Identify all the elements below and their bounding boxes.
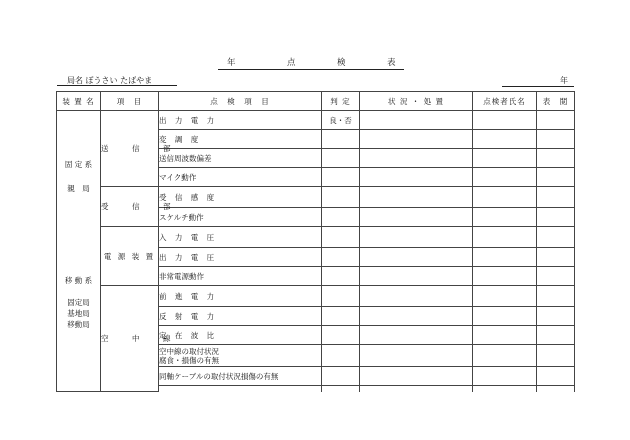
review-cell[interactable] — [537, 130, 575, 149]
review-cell[interactable] — [537, 286, 575, 307]
check-item: マイク動作 — [159, 168, 322, 187]
part-receive: 受 信 部 — [101, 187, 159, 227]
judgement-cell[interactable] — [322, 227, 360, 248]
status-cell[interactable] — [360, 345, 473, 367]
status-cell[interactable] — [360, 367, 473, 386]
status-cell[interactable] — [360, 326, 473, 345]
judgement-cell[interactable] — [322, 187, 360, 208]
status-cell[interactable] — [360, 208, 473, 227]
status-cell[interactable] — [360, 227, 473, 248]
inspector-cell[interactable] — [473, 267, 537, 286]
check-item: 送信周波数偏差 — [159, 149, 322, 168]
judgement-cell[interactable] — [322, 208, 360, 227]
inspector-cell[interactable] — [473, 248, 537, 267]
judgement-cell[interactable] — [322, 130, 360, 149]
check-item: 出 力 電 力 — [159, 111, 322, 130]
title-char: 年 — [227, 58, 236, 68]
header-status-action: 状 況 ・ 処 置 — [360, 92, 473, 111]
device-mobile-system: 移 動 系 — [64, 276, 93, 285]
judgement-cell[interactable] — [322, 168, 360, 187]
status-cell[interactable] — [360, 130, 473, 149]
judgement-cell[interactable] — [322, 326, 360, 345]
status-cell[interactable] — [360, 187, 473, 208]
header-check-item: 点 検 項 目 — [159, 92, 322, 111]
cutoff-cell — [473, 386, 537, 392]
review-cell[interactable] — [537, 345, 575, 367]
judgement-cell[interactable] — [322, 248, 360, 267]
judgement-cell[interactable] — [322, 286, 360, 307]
check-item-antenna-mount — [159, 345, 322, 367]
status-cell[interactable] — [360, 248, 473, 267]
review-cell[interactable] — [537, 111, 575, 130]
title-char: 表 — [387, 58, 396, 68]
check-item: 受 信 感 度 — [159, 187, 322, 208]
review-cell[interactable] — [537, 168, 575, 187]
inspector-cell[interactable] — [473, 345, 537, 367]
station-name: 局名 ぼうさい たばやま — [57, 75, 177, 86]
check-item: 定 在 波 比 — [159, 326, 322, 345]
device-fixed-station: 固定局 — [67, 298, 90, 307]
header-judgement: 判 定 — [322, 92, 360, 111]
inspector-cell[interactable] — [473, 367, 537, 386]
part-power: 電 源 装 置 — [101, 227, 159, 286]
document-title — [218, 55, 404, 70]
review-cell[interactable] — [537, 307, 575, 326]
inspector-cell[interactable] — [473, 286, 537, 307]
check-item: 同軸ケーブルの取付状況損傷の有無 — [159, 367, 322, 386]
header-inspector: 点検者氏名 — [473, 92, 537, 111]
check-item: 出 力 電 圧 — [159, 248, 322, 267]
status-cell[interactable] — [360, 267, 473, 286]
inspector-cell[interactable] — [473, 326, 537, 345]
judgement-cell[interactable]: 良・否 — [322, 111, 360, 130]
header-row — [57, 92, 575, 111]
check-item-line: 腐食・損傷の有無 — [159, 355, 219, 365]
status-cell[interactable] — [360, 286, 473, 307]
inspection-table — [56, 91, 575, 392]
table-row — [57, 111, 575, 130]
table-row — [57, 227, 575, 248]
inspector-cell[interactable] — [473, 187, 537, 208]
year-label: 年 — [560, 76, 568, 85]
judgement-cell[interactable] — [322, 307, 360, 326]
judgement-cell[interactable] — [322, 149, 360, 168]
review-cell[interactable] — [537, 227, 575, 248]
check-item-line: 空中線の取付状況 — [159, 346, 219, 356]
part-antenna: 空 中 線 — [101, 286, 159, 392]
check-item: 反 射 電 力 — [159, 307, 322, 326]
check-item: 非常電源動作 — [159, 267, 322, 286]
device-fixed-system: 固 定 系 — [64, 160, 93, 169]
inspector-cell[interactable] — [473, 168, 537, 187]
device-cell — [57, 111, 101, 392]
review-cell[interactable] — [537, 267, 575, 286]
inspector-cell[interactable] — [473, 208, 537, 227]
inspector-cell[interactable] — [473, 307, 537, 326]
cutoff-cell — [360, 386, 473, 392]
inspector-cell[interactable] — [473, 130, 537, 149]
table-row — [57, 187, 575, 208]
judgement-cell[interactable] — [322, 367, 360, 386]
review-cell[interactable] — [537, 367, 575, 386]
title-char: 点 — [287, 58, 296, 68]
check-item: 入 力 電 圧 — [159, 227, 322, 248]
cutoff-cell — [537, 386, 575, 392]
table-row — [57, 286, 575, 307]
status-cell[interactable] — [360, 307, 473, 326]
cutoff-cell — [322, 386, 360, 392]
header-device: 装 置 名 — [57, 92, 101, 111]
review-cell[interactable] — [537, 208, 575, 227]
check-item: 前 進 電 力 — [159, 286, 322, 307]
judgement-cell[interactable] — [322, 267, 360, 286]
review-cell[interactable] — [537, 187, 575, 208]
cutoff-cell — [159, 386, 322, 392]
status-cell[interactable] — [360, 149, 473, 168]
part-transmit: 送 信 部 — [101, 111, 159, 187]
status-cell[interactable] — [360, 168, 473, 187]
status-cell[interactable] — [360, 111, 473, 130]
check-item: 変 調 度 — [159, 130, 322, 149]
check-item: スケルチ動作 — [159, 208, 322, 227]
device-base-station: 基地局 — [67, 309, 90, 318]
review-cell[interactable] — [537, 326, 575, 345]
device-mobile-station: 移動局 — [67, 320, 90, 329]
inspector-cell[interactable] — [473, 149, 537, 168]
review-cell[interactable] — [537, 248, 575, 267]
header-review: 表 閲 — [537, 92, 575, 111]
judgement-cell[interactable] — [322, 345, 360, 367]
review-cell[interactable] — [537, 149, 575, 168]
header-category: 項 目 — [101, 92, 159, 111]
title-char: 検 — [337, 58, 346, 68]
inspector-cell[interactable] — [473, 111, 537, 130]
device-master-station: 親 局 — [67, 184, 90, 193]
inspector-cell[interactable] — [473, 227, 537, 248]
